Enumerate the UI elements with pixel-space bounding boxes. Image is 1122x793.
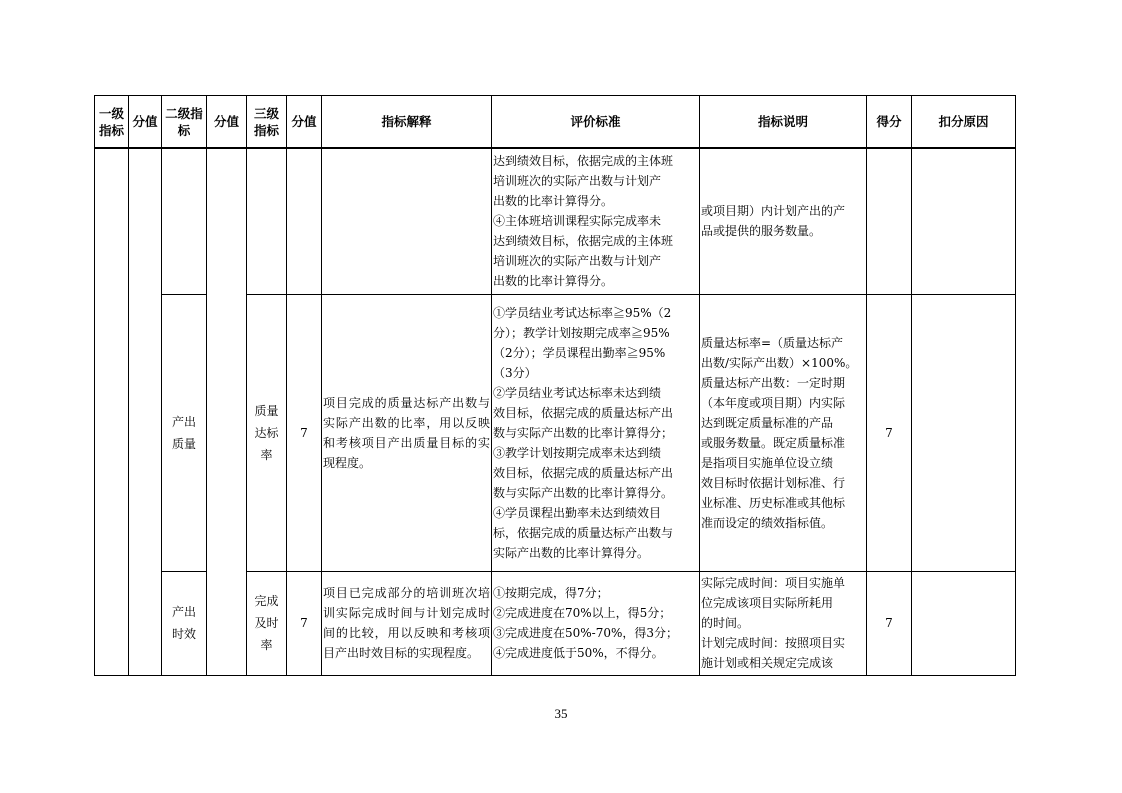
note-line: 质量达标率=（质量达标产: [701, 335, 844, 350]
criteria-line: ①学员结业考试达标率≧95%（2: [493, 305, 672, 320]
note-cell: [700, 294, 867, 571]
criteria-line: 出数的比率计算得分。: [493, 274, 614, 289]
criteria-line: 达到绩效目标，依据完成的主体班: [493, 154, 674, 169]
criteria-line: 标，依据完成的质量达标产出数与: [493, 525, 674, 540]
criteria-line: 效目标，依据完成的质量达标产出: [493, 405, 674, 420]
note-cell: [700, 571, 867, 675]
note-line: 施计划或相关规定完成该: [701, 656, 834, 670]
score3-cell: 7: [287, 294, 322, 571]
criteria-line: 数与实际产出数的比率计算得分。: [493, 485, 674, 500]
score-cell: 7: [867, 571, 912, 675]
criteria-line: ②完成进度在70%以上，得5分；: [493, 606, 672, 620]
criteria-line: ③教学计划按期完成率未达到绩: [493, 445, 662, 460]
note-line: 效目标时依据计划标准、行: [701, 475, 846, 490]
level2-label: 产出质量: [171, 414, 196, 451]
level3-label: 质量达标率: [254, 403, 279, 462]
note-line: 计划完成时间：按照项目实: [701, 636, 846, 650]
level2-cell: [162, 148, 207, 294]
note-line: （本年度或项目期）内实际: [701, 395, 846, 410]
level3-cell: [247, 571, 287, 675]
criteria-line: 出数的比率计算得分。: [493, 194, 614, 209]
criteria-cell: [492, 571, 700, 675]
criteria-cell: [492, 148, 700, 294]
note-line: 品或提供的服务数量。: [701, 224, 822, 239]
header-score2: 分值: [207, 96, 247, 149]
note-line: 达到既定质量标准的产品: [701, 415, 834, 430]
level2-label: 产出时效: [171, 605, 196, 641]
score1-cell: [129, 148, 162, 675]
criteria-line: ①按期完成，得7分；: [493, 586, 609, 600]
criteria-line: ④完成进度低于50%，不得分。: [493, 646, 664, 660]
note-line: 或项目期）内计划产出的产: [701, 204, 846, 219]
header-score1: 分值: [129, 96, 162, 149]
score2-cell: [207, 148, 247, 675]
table-row: [95, 148, 1016, 294]
header-reason: 扣分原因: [912, 96, 1016, 149]
header-score3: 分值: [287, 96, 322, 149]
header-level2: 二级指标: [162, 96, 207, 149]
level3-cell: [247, 148, 287, 294]
note-cell: [700, 148, 867, 294]
header-criteria: 评价标准: [492, 96, 700, 149]
explain-cell: 项目完成的质量达标产出数与实际产出数的比率，用以反映和考核项目产出质量目标的实现程度。: [322, 294, 492, 571]
level2-cell: [162, 571, 207, 675]
criteria-line: 分）；教学计划按期完成率≧95%: [493, 325, 670, 340]
header-level1: 一级指标: [95, 96, 129, 149]
criteria-line: ②学员结业考试达标率未达到绩: [493, 385, 662, 400]
criteria-line: 达到绩效目标，依据完成的主体班: [493, 234, 674, 249]
criteria-line: 培训班次的实际产出数与计划产: [493, 254, 662, 269]
page-number: 35: [554, 706, 568, 721]
criteria-line: ④学员课程出勤率未达到绩效目: [493, 505, 662, 520]
score-cell: 7: [867, 294, 912, 571]
criteria-line: 实际产出数的比率计算得分。: [493, 545, 650, 560]
note-line: 的时间。: [701, 616, 750, 630]
header-level3: 三级指标: [247, 96, 287, 149]
criteria-line: （2分）；学员课程出勤率≧95%: [493, 345, 666, 360]
explain-cell: [322, 148, 492, 294]
criteria-line: （3分）: [493, 365, 537, 380]
level1-cell: [95, 148, 129, 675]
score-cell: [867, 148, 912, 294]
header-row: [95, 96, 1016, 149]
header-note: 指标说明: [700, 96, 867, 149]
criteria-line: 数与实际产出数的比率计算得分；: [493, 425, 674, 440]
note-line: 出数/实际产出数）×100%。: [701, 355, 858, 370]
note-line: 业标准、历史标准或其他标: [701, 495, 846, 510]
score3-cell: [287, 148, 322, 294]
note-line: 位完成该项目实际所耗用: [701, 596, 834, 610]
evaluation-table: [94, 95, 1016, 676]
note-line: 准而设定的绩效指标值。: [701, 515, 834, 530]
criteria-line: 效目标，依据完成的质量达标产出: [493, 465, 674, 480]
level2-cell: [162, 294, 207, 571]
criteria-line: 培训班次的实际产出数与计划产: [493, 174, 662, 189]
note-line: 实际完成时间：项目实施单: [701, 576, 846, 590]
note-line: 是指项目实施单位设立绩: [701, 455, 834, 470]
header-score: 得分: [867, 96, 912, 149]
criteria-line: ③完成进度在50%-70%，得3分；: [493, 626, 679, 640]
note-line: 质量达标产出数：一定时期: [701, 375, 846, 390]
score3-cell: 7: [287, 571, 322, 675]
reason-cell: [912, 571, 1016, 675]
criteria-line: ④主体班培训课程实际完成率未: [493, 214, 662, 229]
reason-cell: [912, 148, 1016, 294]
note-line: 或服务数量。既定质量标准: [701, 435, 846, 450]
header-explain: 指标解释: [322, 96, 492, 149]
explain-cell: 项目已完成部分的培训班次培训实际完成时间与计划完成时间的比较，用以反映和考核项目产出时效目标的实现程度。: [322, 571, 492, 675]
level3-cell: [247, 294, 287, 571]
level3-label: 完成及时率: [254, 594, 279, 652]
criteria-cell: [492, 294, 700, 571]
reason-cell: [912, 294, 1016, 571]
